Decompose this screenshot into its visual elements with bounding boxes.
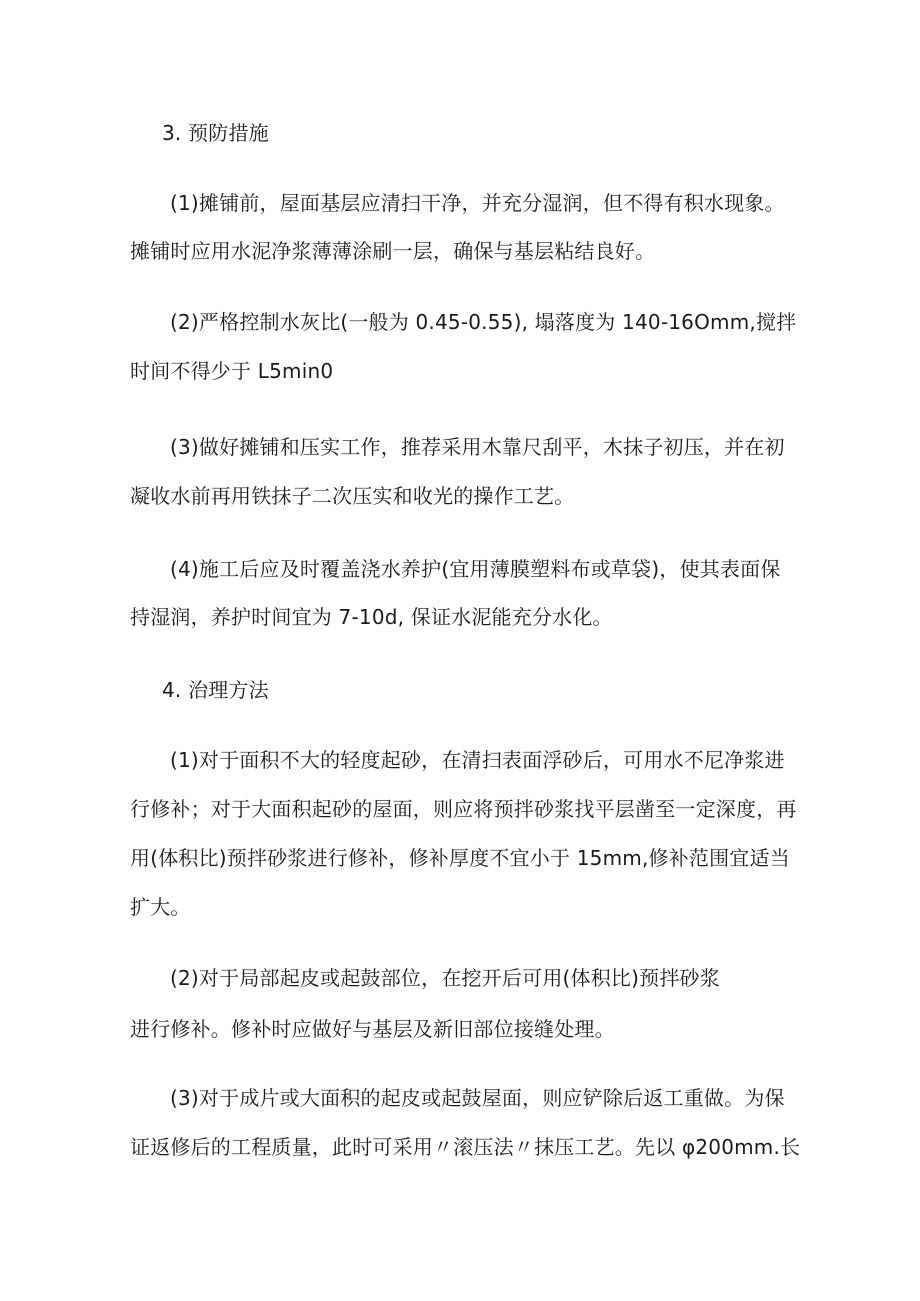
paragraph-line: 持湿润，养护时间宜为 7-10d, 保证水泥能充分水化。 [130,605,613,629]
section-heading-treatment: 4. 治理方法 [162,678,269,702]
paragraph-line: 时间不得少于 L5min0 [130,359,334,383]
paragraph-line: 进行修补。修补时应做好与基层及新旧部位接缝处理。 [130,1017,615,1041]
paragraph-line: (2)严格控制水灰比(一般为 0.45-0.55), 塌落度为 140-16Omm,搅拌 [170,310,797,334]
paragraph-line: (2)对于局部起皮或起鼓部位，在挖开后可用(体积比)预拌砂浆 [170,966,720,990]
paragraph-line: 扩大。 [130,895,191,919]
paragraph-line: (3)对于成片或大面积的起皮或起鼓屋面，则应铲除后返工重做。为保 [170,1086,785,1110]
paragraph-line: 行修补；对于大面积起砂的屋面，则应将预拌砂浆找平层凿至一定深度，再 [130,797,797,821]
paragraph-line: 证返修后的工程质量，此时可采用〃滚压法〃抹压工艺。先以 φ200mm.长 [130,1135,801,1159]
paragraph-line: (1)对于面积不大的轻度起砂，在清扫表面浮砂后，可用水不尼净浆进 [170,748,785,772]
paragraph-line: 摊铺时应用水泥净浆薄薄涂刷一层，确保与基层粘结良好。 [130,239,656,263]
paragraph-line: 用(体积比)预拌砂浆进行修补，修补厚度不宜小于 15mm,修补范围宜适当 [130,846,790,870]
paragraph-line: 凝收水前再用铁抹子二次压实和收光的操作工艺。 [130,484,575,508]
paragraph-line: (3)做好摊铺和压实工作，推荐采用木靠尺刮平，木抹子初压，并在初 [170,435,785,459]
section-heading-prevention: 3. 预防措施 [162,121,269,145]
paragraph-line: (4)施工后应及时覆盖浇水养护(宜用薄膜塑料布或草袋)，使其表面保 [170,557,781,581]
paragraph-line: (1)摊铺前，屋面基层应清扫干净，并充分湿润，但不得有积水现象。 [170,191,785,215]
